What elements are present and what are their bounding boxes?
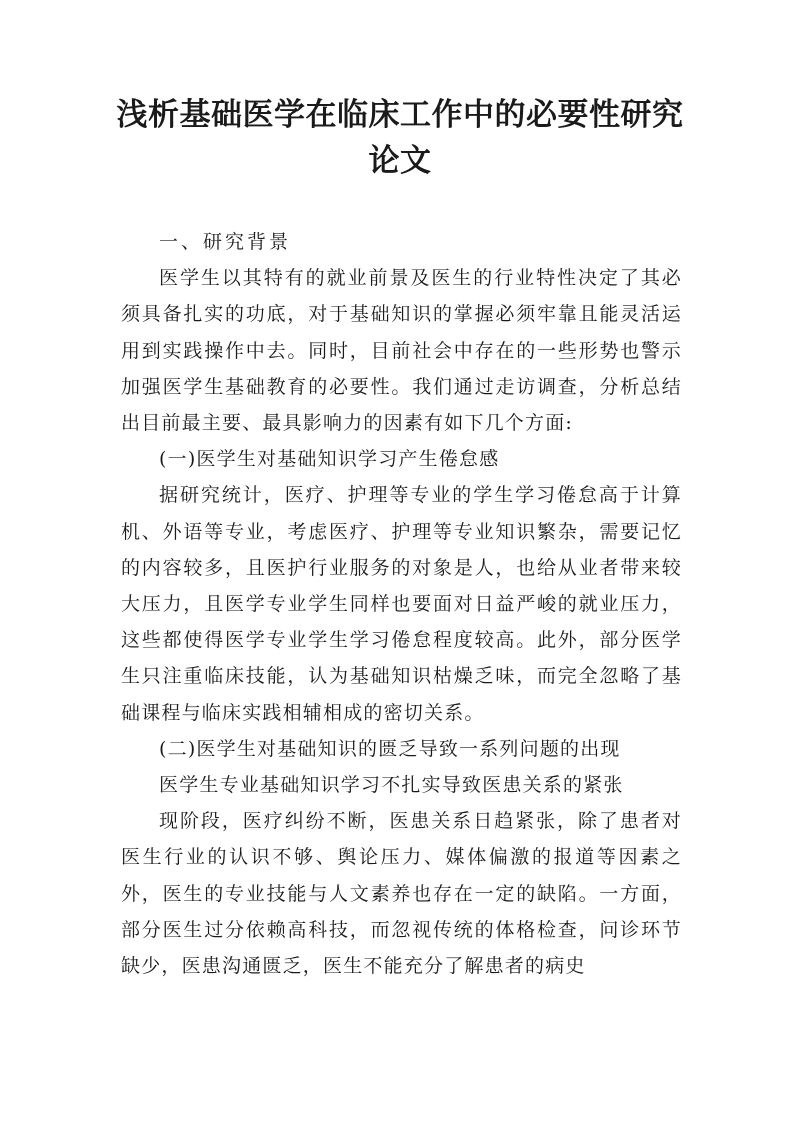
paragraph-current-stage: 现阶段，医疗纠纷不断，医患关系日趋紧张，除了患者对医生行业的认识不够、舆论压力、媒体偏激的报道等因素之外，医生的专业技能与人文素养也存在一定的缺陷。一方面，部分医生过分依赖高科技，而忽视传统的体格检查，问诊环节缺少，医患沟通匮乏，医生不能充分了解患者的病史 bbox=[121, 810, 682, 978]
subheading-burnout: (一)医学生对基础知识学习产生倦怠感 bbox=[159, 448, 500, 471]
paragraph-doctor-patient-tension: 医学生专业基础知识学习不扎实导致医患关系的紧张 bbox=[159, 774, 624, 797]
document-body bbox=[121, 224, 682, 984]
section-heading-background: 一、研究背景 bbox=[159, 231, 292, 253]
paragraph-burnout: 据研究统计，医疗、护理等专业的学生学习倦怠高于计算机、外语等专业，考虑医疗、护理等专业知识繁杂，需要记忆的内容较多，且医护行业服务的对象是人，也给从业者带来较大压力，且医学专业学生同样也要面对日益严峻的就业压力，这些都使得医学专业学生学习倦怠程度较高。此外，部分医学生只注重临床技能，认为基础知识枯燥乏味，而完全忽略了基础课程与临床实践相辅相成的密切关系。 bbox=[121, 484, 682, 724]
subheading-knowledge-gap: (二)医学生对基础知识的匮乏导致一系列问题的出现 bbox=[159, 737, 621, 760]
paragraph-intro: 医学生以其特有的就业前景及医生的行业特性决定了其必须具备扎实的功底，对于基础知识的掌握必须牢靠且能灵活运用到实践操作中去。同时，目前社会中存在的一些形势也警示加强医学生基础教育的必要性。我们通过走访调查，分析总结出目前最主要、最具影响力的因素有如下几个方面: bbox=[121, 267, 682, 435]
title-line-2: 论文 bbox=[368, 143, 432, 179]
title-line-1: 浅析基础医学在临床工作中的必要性研究 bbox=[116, 97, 684, 133]
document-title bbox=[100, 92, 700, 184]
